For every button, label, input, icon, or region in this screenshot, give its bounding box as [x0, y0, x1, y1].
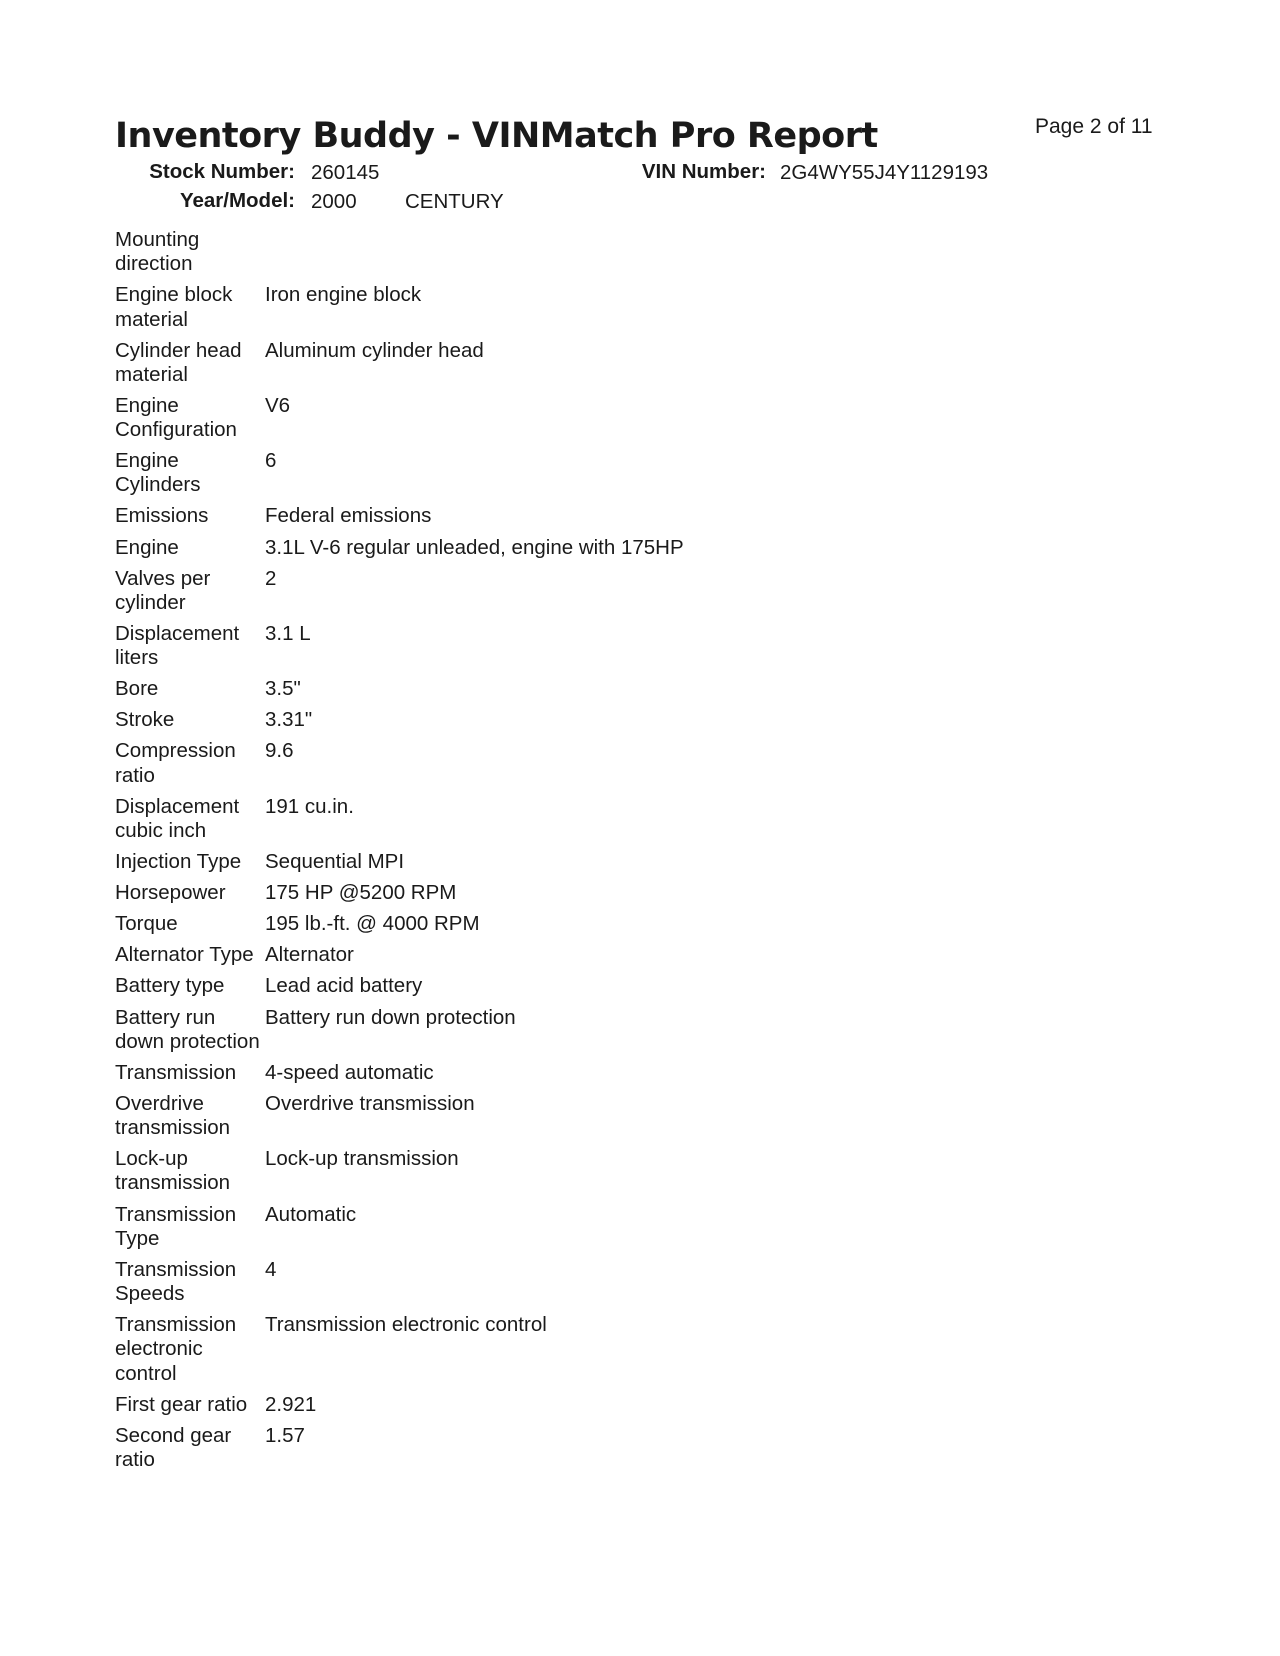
spec-value: 9.6 [265, 739, 294, 763]
spec-value: Automatic [265, 1202, 357, 1226]
spec-row [115, 536, 835, 567]
spec-label: Valves per cylinder [115, 566, 211, 614]
spec-value: 3.5" [265, 677, 301, 701]
spec-value: Overdrive transmission [265, 1091, 475, 1115]
spec-value: 195 lb.-ft. @ 4000 RPM [265, 912, 480, 936]
spec-row [115, 795, 835, 850]
spec-value: Alternator [265, 943, 354, 967]
spec-table [115, 228, 835, 1479]
spec-label: Engine Configuration [115, 393, 237, 442]
spec-value: 4 [265, 1257, 277, 1281]
spec-row [115, 677, 835, 708]
spec-label: Stroke [115, 708, 175, 732]
spec-label: Second gear ratio [115, 1423, 232, 1471]
spec-label: Engine [115, 535, 179, 559]
spec-label: Bore [115, 677, 159, 701]
spec-value: V6 [265, 393, 291, 417]
spec-label: Horsepower [115, 881, 226, 905]
spec-row [115, 1393, 835, 1424]
spec-value: 2.921 [265, 1392, 317, 1416]
spec-label: Engine block material [115, 283, 233, 331]
stock-number-label: Stock Number: [149, 160, 295, 183]
spec-label: Displacement cubic inch [115, 794, 240, 842]
spec-label: Lock-up transmission [115, 1147, 231, 1195]
spec-row [115, 504, 835, 535]
spec-row [115, 1424, 835, 1479]
vin-number-value: 2G4WY55J4Y1129193 [780, 161, 989, 184]
year-value: 2000 [311, 190, 357, 213]
spec-value: Federal emissions [265, 504, 432, 528]
spec-value: 175 HP @5200 RPM [265, 881, 457, 905]
spec-label: Alternator Type [115, 943, 254, 967]
spec-row [115, 567, 835, 622]
spec-row [115, 394, 835, 449]
stock-number-value: 260145 [311, 161, 380, 184]
spec-label: Overdrive transmission [115, 1091, 231, 1140]
spec-value: Lock-up transmission [265, 1147, 459, 1171]
spec-row [115, 622, 835, 677]
spec-row [115, 1092, 835, 1147]
spec-row [115, 881, 835, 912]
spec-value: 3.1L V-6 regular unleaded, engine with 175HP [265, 535, 684, 559]
spec-row [115, 1147, 835, 1202]
year-model-label: Year/Model: [179, 189, 295, 212]
page-indicator: Page 2 of 11 [1035, 115, 1153, 138]
spec-value: Sequential MPI [265, 850, 405, 874]
spec-value: 4-speed automatic [265, 1060, 434, 1084]
spec-row [115, 850, 835, 881]
spec-row [115, 1258, 835, 1313]
spec-value: 3.31" [265, 708, 313, 732]
report-title: Inventory Buddy - VINMatch Pro Report [115, 116, 878, 156]
spec-row [115, 912, 835, 943]
spec-row [115, 1313, 835, 1393]
spec-label: Torque [115, 912, 178, 936]
spec-row [115, 283, 835, 338]
spec-label: Displacement liters [115, 621, 240, 670]
spec-label: Mounting direction [115, 228, 200, 276]
spec-label: Transmission electronic control [115, 1313, 237, 1385]
spec-row [115, 228, 835, 283]
spec-label: First gear ratio [115, 1392, 248, 1416]
model-value: CENTURY [405, 190, 504, 213]
spec-value: Iron engine block [265, 283, 422, 307]
spec-label: Emissions [115, 504, 209, 528]
spec-label: Transmission Speeds [115, 1257, 237, 1305]
spec-value: Lead acid battery [265, 974, 423, 998]
spec-label: Battery run down protection [115, 1005, 260, 1053]
spec-label: Cylinder head material [115, 338, 242, 386]
spec-value: 2 [265, 566, 277, 590]
spec-value: Battery run down protection [265, 1005, 516, 1029]
spec-label: Engine Cylinders [115, 449, 201, 497]
spec-value: 191 cu.in. [265, 794, 354, 818]
spec-value: 1.57 [265, 1423, 305, 1447]
spec-value: 6 [265, 449, 277, 473]
spec-value: 3.1 L [265, 621, 311, 645]
spec-label: Transmission Type [115, 1202, 237, 1250]
spec-row [115, 1061, 835, 1092]
spec-label: Injection Type [115, 850, 242, 874]
vin-number-label: VIN Number: [641, 160, 766, 183]
spec-label: Transmission [115, 1060, 237, 1084]
spec-label: Battery type [115, 974, 225, 998]
spec-value: Aluminum cylinder head [265, 338, 484, 362]
spec-row [115, 449, 835, 504]
spec-row [115, 339, 835, 394]
spec-row [115, 739, 835, 794]
spec-label: Compression ratio [115, 739, 236, 787]
spec-row [115, 1006, 835, 1061]
spec-row [115, 708, 835, 739]
spec-row [115, 1203, 835, 1258]
spec-row [115, 974, 835, 1005]
spec-value: Transmission electronic control [265, 1313, 547, 1337]
spec-row [115, 943, 835, 974]
